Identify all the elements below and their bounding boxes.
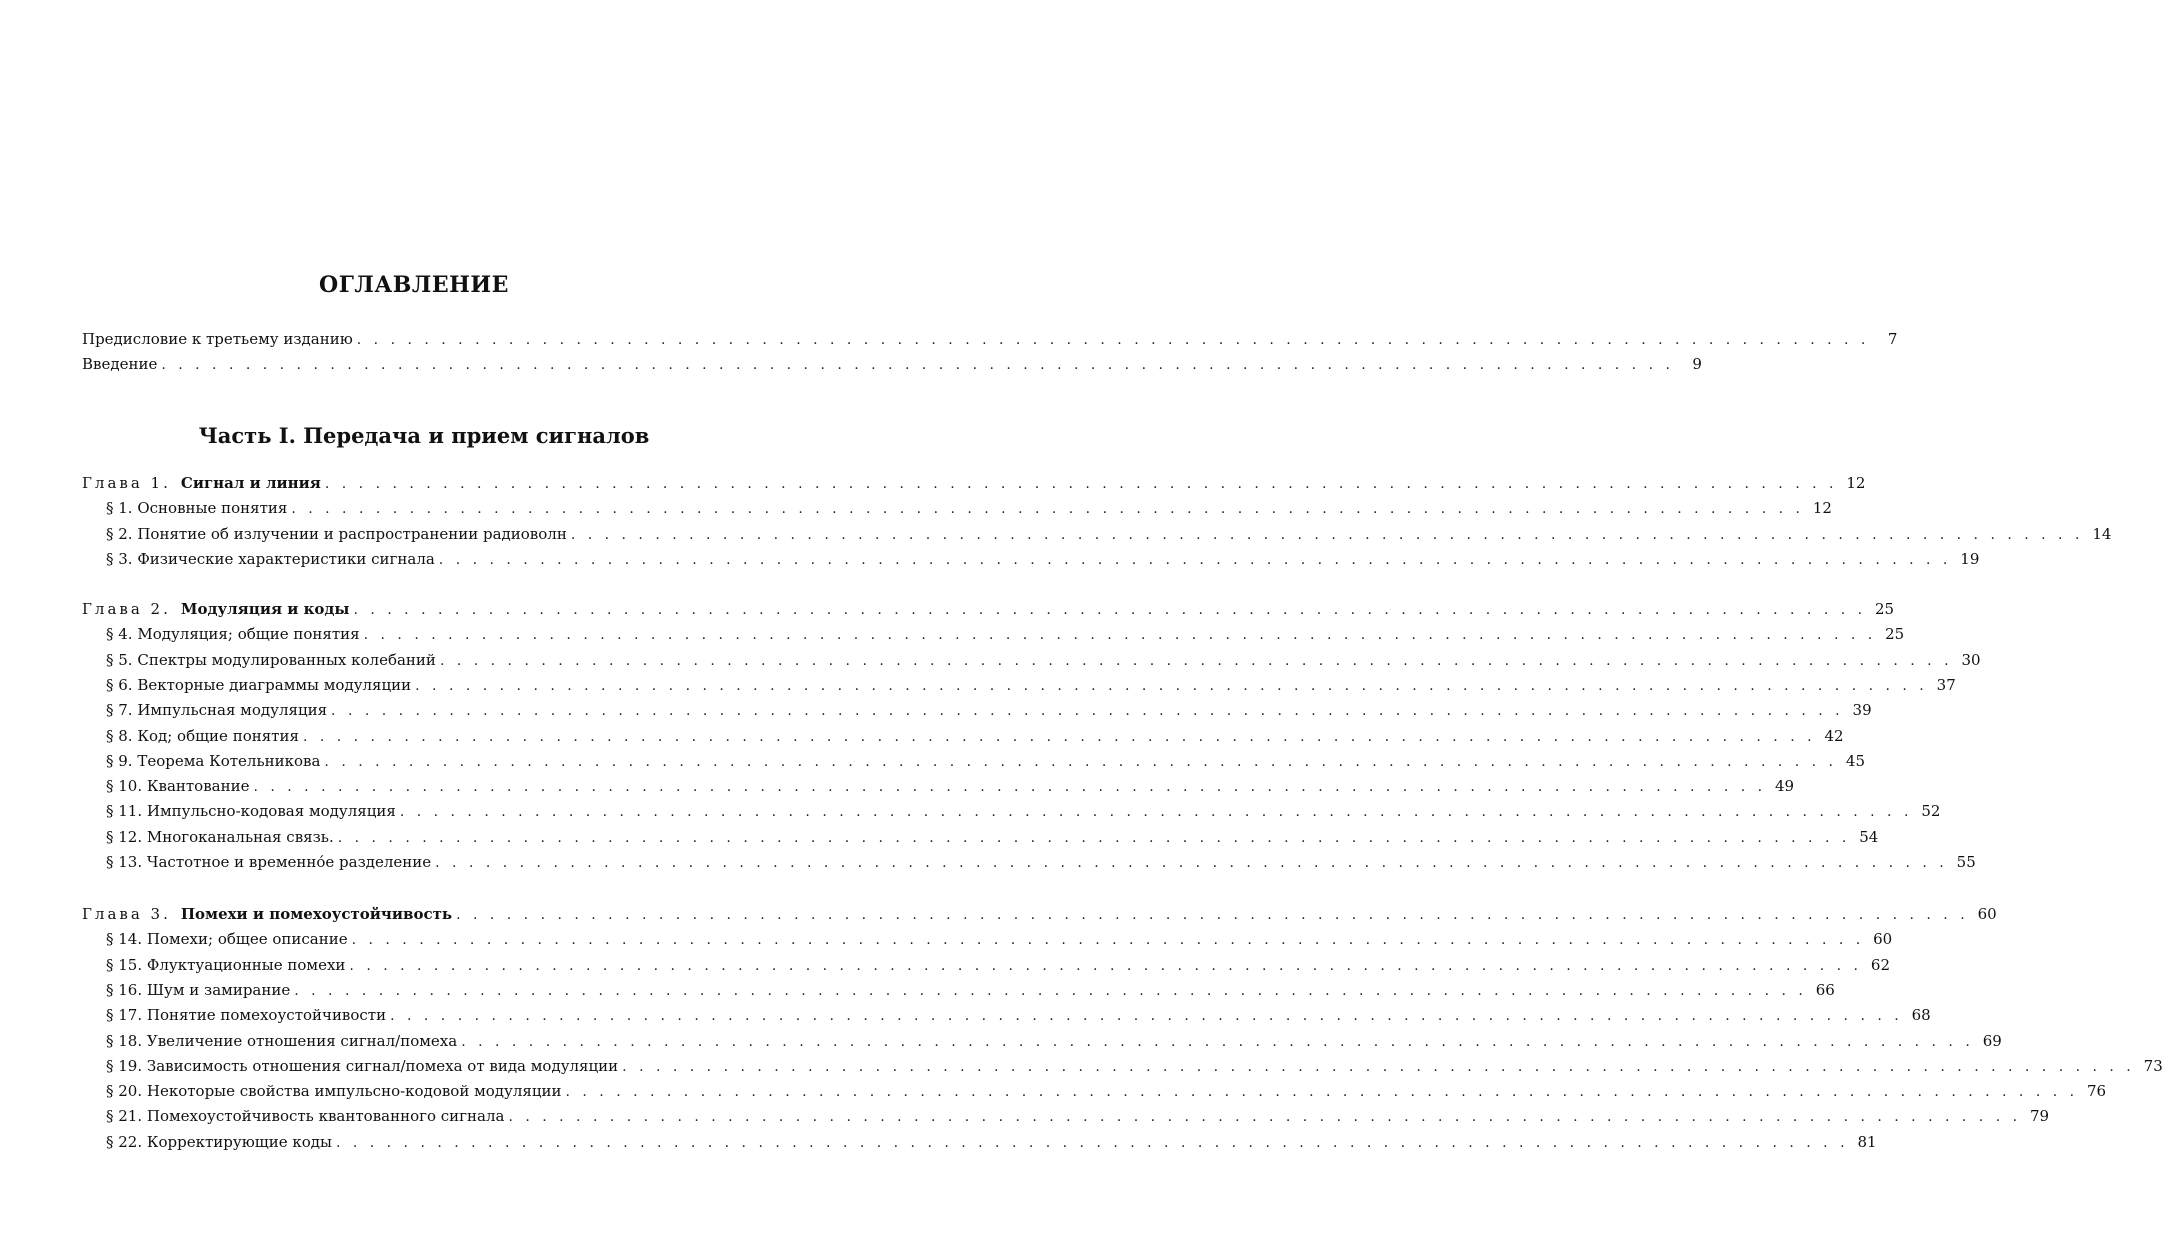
- dot-leader: . . . . . . . . . . . . . . . . . . . . . . . . . . . . . . . . . . . . . . . . . . . . . . . . . . . . . . . . . . . . . . . . . . . . . . . . . . . . . . . . . . . . . . . . . .: [438, 552, 1952, 568]
- section-title: § 1. Основные понятия: [106, 499, 288, 517]
- page-number: 39: [1852, 701, 1872, 719]
- chapter-entry: [82, 903, 1997, 925]
- section-entry: [106, 548, 1980, 570]
- section-title: § 8. Код; общие понятия: [106, 727, 299, 745]
- dot-leader: . . . . . . . . . . . . . . . . . . . . . . . . . . . . . . . . . . . . . . . . . . . . . . . . . . . . . . . . . . . . . . . . . . . . . . . . . . . . . . . . . . . . . . . . . .: [324, 476, 1838, 492]
- dot-leader: . . . . . . . . . . . . . . . . . . . . . . . . . . . . . . . . . . . . . . . . . . . . . . . . . . . . . . . . . . . . . . . . . . . . . . . . . . . . . . . . . . . . . . . . . .: [356, 332, 1870, 348]
- section-entry: [106, 954, 1891, 976]
- dot-leader: . . . . . . . . . . . . . . . . . . . . . . . . . . . . . . . . . . . . . . . . . . . . . . . . . . . . . . . . . . . . . . . . . . . . . . . . . . . . . . . . . . . . . . . . . .: [337, 830, 1851, 846]
- section-entry: [106, 649, 1981, 671]
- section-entry: [106, 775, 1795, 797]
- section-entry: [106, 497, 1832, 519]
- section-title: § 6. Векторные диаграммы модуляции: [106, 676, 412, 694]
- dot-leader: . . . . . . . . . . . . . . . . . . . . . . . . . . . . . . . . . . . . . . . . . . . . . . . . . . . . . . . . . . . . . . . . . . . . . . . . . . . . . . . . . . . . . . . . . .: [324, 754, 1838, 770]
- page-number: 12: [1846, 474, 1866, 492]
- section-title: § 19. Зависимость отношения сигнал/помеха от вида модуляции: [106, 1057, 619, 1075]
- dot-leader: . . . . . . . . . . . . . . . . . . . . . . . . . . . . . . . . . . . . . . . . . . . . . . . . . . . . . . . . . . . . . . . . . . . . . . . . . . . . . . . . . . . . . . . . . .: [331, 703, 1844, 719]
- dot-leader: . . . . . . . . . . . . . . . . . . . . . . . . . . . . . . . . . . . . . . . . . . . . . . . . . . . . . . . . . . . . . . . . . . . . . . . . . . . . . . . . . . . . . . . . . .: [622, 1059, 2135, 1075]
- section-entry: [106, 1105, 2050, 1127]
- dot-leader: . . . . . . . . . . . . . . . . . . . . . . . . . . . . . . . . . . . . . . . . . . . . . . . . . . . . . . . . . . . . . . . . . . . . . . . . . . . . . . . . . . . . . . . . . .: [161, 357, 1674, 373]
- section-entry: [106, 851, 1976, 873]
- page-number: 62: [1870, 956, 1891, 974]
- section-title: § 17. Понятие помехоустойчивости: [106, 1006, 387, 1024]
- page-number: 76: [2087, 1082, 2107, 1100]
- page-number: 54: [1859, 828, 1879, 846]
- section-title: § 11. Импульсно-кодовая модуляция: [106, 802, 396, 820]
- part-title: Часть I. Передача и прием сигналов: [198, 423, 650, 448]
- section-title: § 18. Увеличение отношения сигнал/помеха: [106, 1032, 458, 1050]
- dot-leader: . . . . . . . . . . . . . . . . . . . . . . . . . . . . . . . . . . . . . . . . . . . . . . . . . . . . . . . . . . . . . . . . . . . . . . . . . . . . . . . . . . . . . . . . . .: [253, 779, 1767, 795]
- section-entry: [106, 1030, 2002, 1052]
- section-entry: [106, 674, 1956, 696]
- section-entry: [106, 1055, 2163, 1077]
- page-number: 12: [1812, 499, 1832, 517]
- chapter-label: Глава 2.: [82, 600, 171, 618]
- page-number: 81: [1857, 1133, 1877, 1151]
- page-number: 30: [1961, 651, 1981, 669]
- chapter-heading: [82, 598, 349, 620]
- section-entry: [106, 623, 1905, 645]
- section-title: § 12. Многоканальная связь.: [106, 828, 334, 846]
- section-entry: [106, 523, 2112, 545]
- section-entry: [106, 1131, 1877, 1153]
- page-number: 66: [1815, 981, 1835, 999]
- section-title: § 22. Корректирующие коды: [106, 1133, 332, 1151]
- dot-leader: . . . . . . . . . . . . . . . . . . . . . . . . . . . . . . . . . . . . . . . . . . . . . . . . . . . . . . . . . . . . . . . . . . . . . . . . . . . . . . . . . . . . . . . . . .: [363, 627, 1877, 643]
- dot-leader: . . . . . . . . . . . . . . . . . . . . . . . . . . . . . . . . . . . . . . . . . . . . . . . . . . . . . . . . . . . . . . . . . . . . . . . . . . . . . . . . . . . . . . . . . .: [349, 958, 1863, 974]
- dot-leader: . . . . . . . . . . . . . . . . . . . . . . . . . . . . . . . . . . . . . . . . . . . . . . . . . . . . . . . . . . . . . . . . . . . . . . . . . . . . . . . . . . . . . . . . . .: [302, 729, 1816, 745]
- section-title: § 20. Некоторые свойства импульсно-кодовой модуляции: [106, 1082, 562, 1100]
- page-number: 73: [2143, 1057, 2163, 1075]
- dot-leader: . . . . . . . . . . . . . . . . . . . . . . . . . . . . . . . . . . . . . . . . . . . . . . . . . . . . . . . . . . . . . . . . . . . . . . . . . . . . . . . . . . . . . . . . . .: [570, 527, 2084, 543]
- page-number: 52: [1921, 802, 1941, 820]
- page-number: 25: [1885, 625, 1905, 643]
- page-number: 25: [1874, 600, 1895, 618]
- dot-leader: . . . . . . . . . . . . . . . . . . . . . . . . . . . . . . . . . . . . . . . . . . . . . . . . . . . . . . . . . . . . . . . . . . . . . . . . . . . . . . . . . . . . . . . . . .: [353, 602, 1867, 618]
- section-title: § 2. Понятие об излучении и распространении радиоволн: [106, 525, 567, 543]
- chapter-heading: [82, 472, 321, 494]
- chapter-name: Модуляция и коды: [180, 600, 350, 618]
- section-title: § 13. Частотное и временно́е разделение: [106, 853, 432, 871]
- dot-leader: . . . . . . . . . . . . . . . . . . . . . . . . . . . . . . . . . . . . . . . . . . . . . . . . . . . . . . . . . . . . . . . . . . . . . . . . . . . . . . . . . . . . . . . . . .: [399, 804, 1913, 820]
- chapter-label: Глава 1.: [82, 474, 171, 492]
- section-title: § 9. Теорема Котельникова: [106, 752, 321, 770]
- chapter-name: Помехи и помехоустойчивость: [180, 905, 453, 923]
- front-matter-entry: [82, 353, 1702, 375]
- dot-leader: . . . . . . . . . . . . . . . . . . . . . . . . . . . . . . . . . . . . . . . . . . . . . . . . . . . . . . . . . . . . . . . . . . . . . . . . . . . . . . . . . . . . . . . . . .: [508, 1109, 2022, 1125]
- dot-leader: . . . . . . . . . . . . . . . . . . . . . . . . . . . . . . . . . . . . . . . . . . . . . . . . . . . . . . . . . . . . . . . . . . . . . . . . . . . . . . . . . . . . . . . . . .: [435, 855, 1948, 871]
- dot-leader: . . . . . . . . . . . . . . . . . . . . . . . . . . . . . . . . . . . . . . . . . . . . . . . . . . . . . . . . . . . . . . . . . . . . . . . . . . . . . . . . . . . . . . . . . .: [439, 653, 1953, 669]
- section-entry: [106, 800, 1941, 822]
- page-number: 60: [1873, 930, 1893, 948]
- page-number: 49: [1774, 777, 1795, 795]
- section-title: § 5. Спектры модулированных колебаний: [106, 651, 436, 669]
- section-entry: [106, 1080, 2107, 1102]
- chapter-entry: [82, 472, 1866, 494]
- page-number: 45: [1845, 752, 1866, 770]
- dot-leader: . . . . . . . . . . . . . . . . . . . . . . . . . . . . . . . . . . . . . . . . . . . . . . . . . . . . . . . . . . . . . . . . . . . . . . . . . . . . . . . . . . . . . . . . . .: [291, 501, 1804, 517]
- chapter-label: Глава 3.: [82, 905, 171, 923]
- dot-leader: . . . . . . . . . . . . . . . . . . . . . . . . . . . . . . . . . . . . . . . . . . . . . . . . . . . . . . . . . . . . . . . . . . . . . . . . . . . . . . . . . . . . . . . . . .: [335, 1135, 1849, 1151]
- toc-title: ОГЛАВЛЕНИЕ: [319, 272, 509, 298]
- dot-leader: . . . . . . . . . . . . . . . . . . . . . . . . . . . . . . . . . . . . . . . . . . . . . . . . . . . . . . . . . . . . . . . . . . . . . . . . . . . . . . . . . . . . . . . . . .: [461, 1034, 1974, 1050]
- section-entry: [106, 699, 1872, 721]
- section-title: § 16. Шум и замирание: [106, 981, 291, 999]
- section-entry: [106, 750, 1866, 772]
- dot-leader: . . . . . . . . . . . . . . . . . . . . . . . . . . . . . . . . . . . . . . . . . . . . . . . . . . . . . . . . . . . . . . . . . . . . . . . . . . . . . . . . . . . . . . . . . .: [415, 678, 1928, 694]
- page-number: 69: [1982, 1032, 2002, 1050]
- entry-title: Предисловие к третьему изданию: [82, 330, 353, 348]
- section-title: § 4. Модуляция; общие понятия: [106, 625, 360, 643]
- front-matter-entry: [82, 328, 1898, 350]
- dot-leader: . . . . . . . . . . . . . . . . . . . . . . . . . . . . . . . . . . . . . . . . . . . . . . . . . . . . . . . . . . . . . . . . . . . . . . . . . . . . . . . . . . . . . . . . . .: [456, 907, 1969, 923]
- section-entry: [106, 928, 1893, 950]
- page-number: 7: [1887, 330, 1898, 348]
- page-number: 14: [2092, 525, 2112, 543]
- section-title: § 3. Физические характеристики сигнала: [106, 550, 435, 568]
- chapter-entry: [82, 598, 1895, 620]
- page-number: 79: [2029, 1107, 2050, 1125]
- entry-title: Введение: [82, 355, 158, 373]
- section-entry: [106, 725, 1844, 747]
- page-number: 37: [1936, 676, 1956, 694]
- page-number: 60: [1977, 905, 1997, 923]
- section-title: § 21. Помехоустойчивость квантованного сигнала: [106, 1107, 505, 1125]
- page-number: 9: [1692, 355, 1702, 373]
- page-number: 42: [1824, 727, 1844, 745]
- section-entry: [106, 1004, 1931, 1026]
- section-entry: [106, 826, 1879, 848]
- chapter-heading: [82, 903, 452, 925]
- dot-leader: . . . . . . . . . . . . . . . . . . . . . . . . . . . . . . . . . . . . . . . . . . . . . . . . . . . . . . . . . . . . . . . . . . . . . . . . . . . . . . . . . . . . . . . . . .: [294, 983, 1807, 999]
- dot-leader: . . . . . . . . . . . . . . . . . . . . . . . . . . . . . . . . . . . . . . . . . . . . . . . . . . . . . . . . . . . . . . . . . . . . . . . . . . . . . . . . . . . . . . . . . .: [351, 932, 1865, 948]
- page-number: 19: [1960, 550, 1980, 568]
- section-entry: [106, 979, 1835, 1001]
- section-title: § 7. Импульсная модуляция: [106, 701, 328, 719]
- dot-leader: . . . . . . . . . . . . . . . . . . . . . . . . . . . . . . . . . . . . . . . . . . . . . . . . . . . . . . . . . . . . . . . . . . . . . . . . . . . . . . . . . . . . . . . . . .: [390, 1008, 1903, 1024]
- section-title: § 14. Помехи; общее описание: [106, 930, 348, 948]
- section-title: § 10. Квантование: [106, 777, 250, 795]
- section-title: § 15. Флуктуационные помехи: [106, 956, 346, 974]
- dot-leader: . . . . . . . . . . . . . . . . . . . . . . . . . . . . . . . . . . . . . . . . . . . . . . . . . . . . . . . . . . . . . . . . . . . . . . . . . . . . . . . . . . . . . . . . . .: [565, 1084, 2079, 1100]
- chapter-name: Сигнал и линия: [180, 474, 321, 492]
- page-number: 55: [1956, 853, 1976, 871]
- page-number: 68: [1911, 1006, 1931, 1024]
